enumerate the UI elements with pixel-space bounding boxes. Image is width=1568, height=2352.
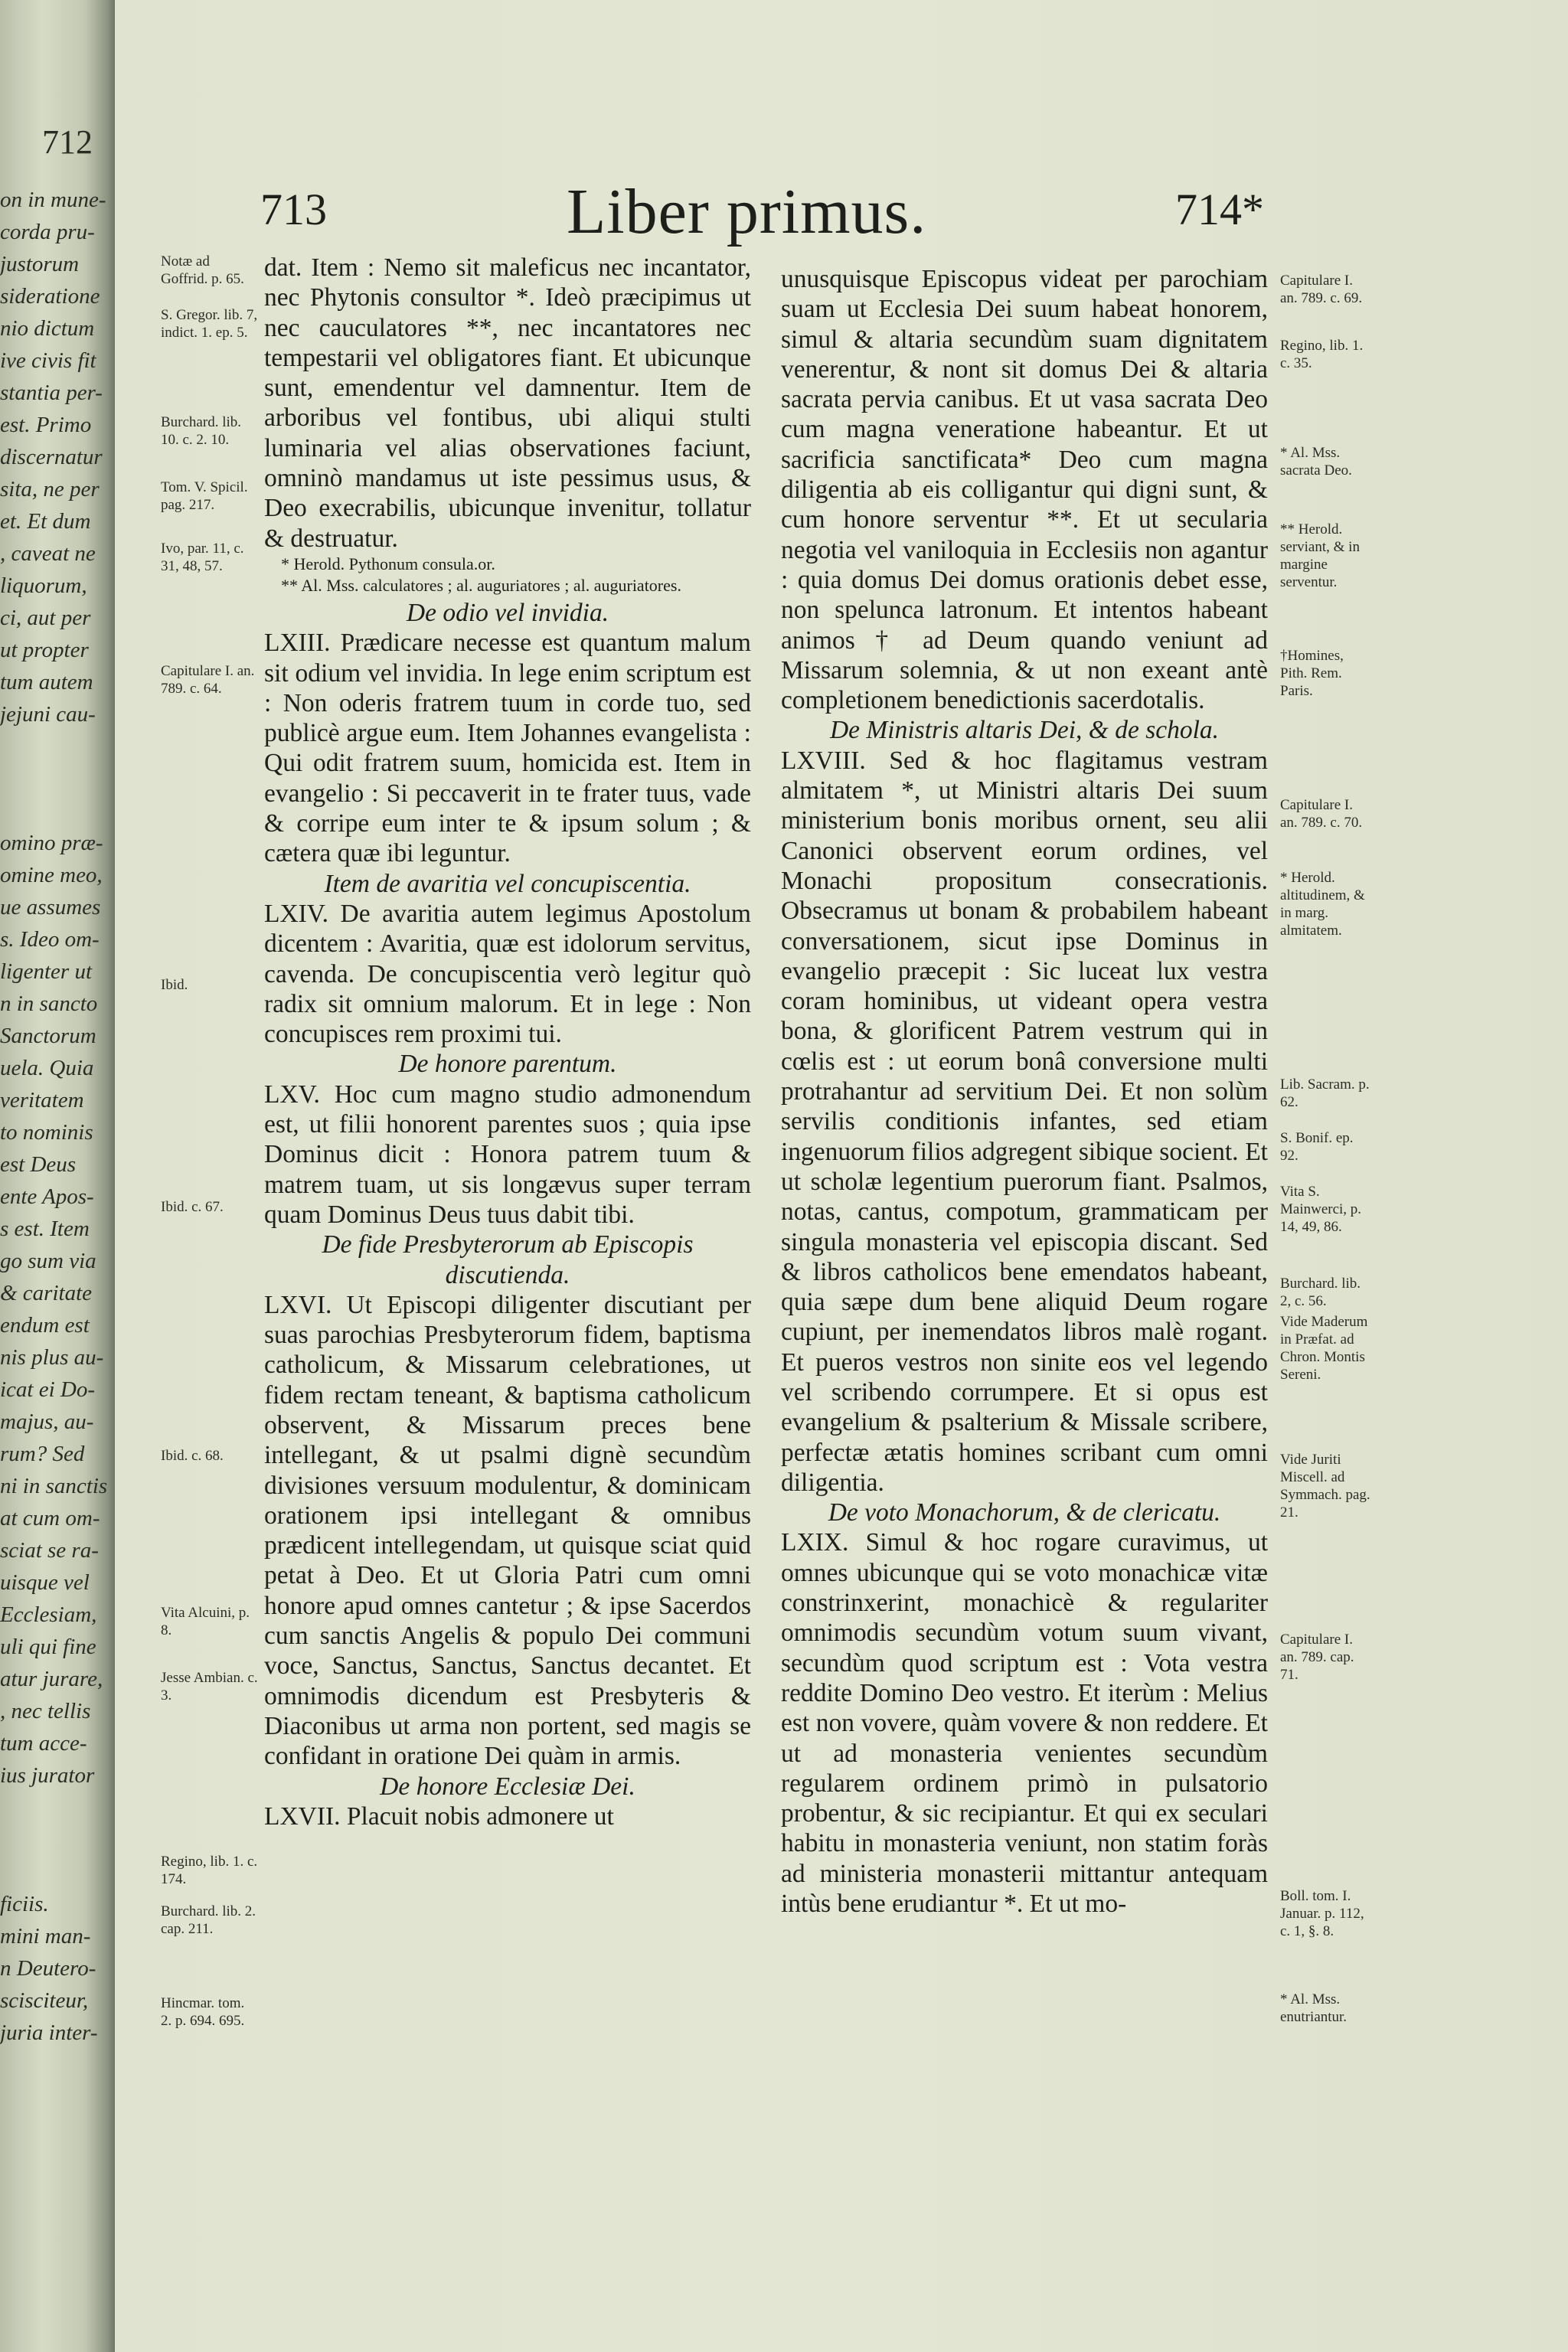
- section-heading: Item de avaritia vel concupiscentia.: [324, 869, 691, 898]
- left-page-fragment: omino præ-: [0, 831, 103, 855]
- left-page-fragment: discernatur: [0, 445, 103, 469]
- left-page-fragment: s. Ideo om-: [0, 927, 100, 952]
- left-page-fragment: est Deus: [0, 1152, 77, 1177]
- paragraph: LXVIII. Sed & hoc flagitamus vestram almitatem *, ut Ministri altaris Dei suum ministerium bonis moribus ornent, seu alii Canonici observent eorum ordines, vel Monachi propositum consecrationis. Obsecramus ut bonam & probabilem habeant conversationem, sicut ipse Dominus in evangelio præcepit : Sic luceat lux vestra coram hominibus, ut videant opera vestra bona, & glorificent Patrem vestrum qui in cœlis est : ut eorum bonâ conversione multi protrahantur ad servitium Dei. Et non solùm servilis conditionis infantes, sed etiam ingenuorum filios adgregent sibique socient. Et ut scholæ legentium puerorum fiant. Psalmos, notas, cantus, compotum, grammaticam per singula monasteria vel episcopia discant. Sed & libros catholicos bene emendatos habeant, quia sæpe dum bene aliquid Deum rogare cupiunt, per inemendatos libros malè rogant. Et pueros vestros non sinite eos vel legendo vel scribendo corrumpere. Et si opus est evangelium & psalterium & Missale scribere, perfectæ ætatis homines scribant cum omni diligentia.: [781, 746, 1268, 1497]
- margin-note: Tom. V. Spicil. pag. 217.: [161, 479, 248, 513]
- right-text-column: [781, 264, 1268, 1919]
- page-number-left: 713: [260, 185, 327, 234]
- left-page-fragment: rum? Sed: [0, 1442, 85, 1466]
- section-heading: De Ministris altaris Dei, & de schola.: [829, 716, 1220, 745]
- left-page-fragment: jejuni cau-: [0, 702, 96, 727]
- left-page-fragment: , nec tellis: [0, 1699, 91, 1723]
- margin-note: * Herold. altitudinem, & in marg. almitatem.: [1280, 870, 1365, 939]
- section-heading: De fide Presbyterorum ab Episcopis: [322, 1230, 694, 1259]
- left-page-fragment: juria inter-: [0, 2020, 98, 2045]
- section-heading: De voto Monachorum, & de clericatu.: [828, 1498, 1221, 1527]
- margin-note: Vita Alcuini, p. 8.: [161, 1605, 250, 1638]
- footnote: ** Al. Mss. calculatores ; al. auguriatores ; al. auguriatores.: [281, 575, 681, 595]
- left-page-fragment: ci, aut per: [0, 606, 91, 630]
- left-page-fragment: ut propter: [0, 638, 89, 662]
- margin-note: Capitulare I. an. 789. c. 64.: [161, 663, 255, 697]
- paragraph: LXVI. Ut Episcopi diligenter discutiant per suas parochias Presbyterorum fidem, baptisma catholicum, & Missarum celebrationes, ut fidem rectam teneant, & baptisma catholicum observent, & Missarum preces bene intellegant, & ut psalmi dignè secundùm divisiones versuum modulentur, & dominicam orationem ipsi intellegant & omnibus prædicent intellegendam, ut quisque sciat quid petat à Deo. Et ut Gloria Patri cum omni honore apud omnes cantetur ; & ipse Sacerdos cum sanctis Angelis & populo Dei communi voce, Sanctus, Sanctus, Sanctus decantet. Et omnimodis dicendum est Presbyteris & Diaconibus ut arma non portent, sed magis se confidant in oratione Dei quàm in armis.: [264, 1290, 751, 1771]
- margin-note: Hincmar. tom. 2. p. 694. 695.: [161, 1995, 245, 2029]
- left-page-fragment: ni in sanctis: [0, 1474, 108, 1498]
- paragraph: LXVII. Placuit nobis admonere ut: [264, 1802, 614, 1831]
- left-page-fragment: et. Et dum: [0, 509, 91, 534]
- left-page-fragment: n in sancto: [0, 991, 98, 1016]
- margin-note: Vide Juriti Miscell. ad Symmach. pag. 21.: [1280, 1452, 1370, 1521]
- left-page-number: 712: [42, 123, 93, 161]
- paragraph-continuation: unusquisque Episcopus videat per parochiam suam ut Ecclesia Dei suum habeat honorem, simul & altaria secundùm suam dignitatem venerentur, & nont sit domus Dei & altaria sacrata pervia canibus. Et ut vasa sacrata Deo cum magna veneratione habeantur. Et ut sacrificia sanctificata* Deo cum magna diligentia ab eis colligantur qui digni sunt, & cum honore serventur **. Et ut secularia negotia vel vaniloquia in Ecclesiis non agantur : quia domus Dei domus orationis debet esse, non spelunca latronum. Et intentos habeant animos † ad Deum quando veniunt ad Missarum solemnia, & ut non exeant antè completionem benedictionis sacerdotalis.: [781, 265, 1268, 715]
- left-page-fragment: tum autem: [0, 670, 93, 694]
- left-page-fragment: sideratione: [0, 284, 100, 309]
- section-heading-cont: discutienda.: [445, 1260, 570, 1289]
- left-page-fragment: & caritate: [0, 1281, 93, 1305]
- margin-note: Notæ ad Goffrid. p. 65.: [161, 253, 244, 287]
- left-page-fragment: uela. Quia: [0, 1056, 94, 1080]
- section-heading: De honore parentum.: [398, 1050, 617, 1079]
- margin-note: Ibid.: [161, 977, 188, 993]
- left-page-fragment: go sum via: [0, 1249, 96, 1273]
- page-number-right: 714*: [1175, 185, 1264, 234]
- margin-note: Burchard. lib. 2. cap. 211.: [161, 1903, 256, 1937]
- left-page-fragment: ue assumes: [0, 895, 101, 920]
- margin-note: Ivo, par. 11, c. 31, 48, 57.: [161, 541, 244, 574]
- left-page-fragment: justorum: [0, 252, 80, 276]
- margin-note: Capitulare I. an. 789. c. 70.: [1280, 797, 1363, 831]
- left-page-fragment: est. Primo: [0, 413, 92, 437]
- margin-note: †Homines, Pith. Rem. Paris.: [1280, 648, 1344, 699]
- margin-note: Ibid. c. 68.: [161, 1448, 224, 1464]
- paragraph: LXIV. De avaritia autem legimus Apostolum dicentem : Avaritia, quæ est idolorum servitus, cavenda. De concupiscentia verò legitur quò radix sit omnium malorum. Et in lege : Non concupisces rem proximi tui.: [264, 899, 751, 1049]
- paragraph: LXV. Hoc cum magno studio admonendum est, ut filii honorent parentes suos ; quia ipse Dominus dicit : Honora patrem tuum & matrem tuam, ut sis longævus super terram quam Dominus Deus tuus dabit tibi.: [264, 1080, 751, 1229]
- left-page-fragment: sita, ne per: [0, 477, 100, 501]
- left-page-fragment: corda pru-: [0, 220, 95, 244]
- left-page-fragments: [0, 184, 115, 2049]
- paragraph: LXIII. Prædicare necesse est quantum malum sit odium vel invidia. In lege enim scriptum est : Non oderis fratrem tuum in corde tuo, sed publicè argue eum. Item Johannes evangelista : Qui odit fratrem suum, homicida est. Item in evangelio : Si peccaverit in te frater tuus, vade & corripe eum inter te & ipsum solum ; & cætera quæ ibi leguntur.: [264, 629, 751, 868]
- left-page-fragment: nio dictum: [0, 316, 95, 341]
- margin-note: S. Gregor. lib. 7, indict. 1. ep. 5.: [161, 307, 258, 341]
- left-page-fragment: ligenter ut: [0, 959, 93, 984]
- margin-note: Burchard. lib. 2, c. 56.: [1280, 1276, 1361, 1309]
- footnote: * Herold. Pythonum consula.or.: [281, 554, 495, 573]
- left-page-fragment: at cum om-: [0, 1506, 100, 1530]
- margin-note: * Al. Mss. sacrata Deo.: [1280, 445, 1352, 479]
- margin-note: Capitulare I. an. 789. c. 69.: [1280, 273, 1363, 306]
- left-page-fragment: [0, 795, 115, 827]
- margin-note: * Al. Mss. enutriantur.: [1280, 1991, 1348, 2025]
- left-page-fragment: endum est: [0, 1313, 90, 1338]
- margin-note: Regino, lib. 1. c. 174.: [161, 1854, 258, 1887]
- margin-note: ** Herold. serviant, & in margine serventur.: [1280, 521, 1360, 590]
- left-page-fragment: veritatem: [0, 1088, 84, 1112]
- margin-note: S. Bonif. ep. 92.: [1280, 1130, 1354, 1164]
- margin-note: Burchard. lib. 10. c. 2. 10.: [161, 414, 242, 448]
- margin-note: Capitulare I. an. 789. cap. 71.: [1280, 1632, 1354, 1683]
- left-margin-notes: [161, 0, 259, 2297]
- right-margin-notes: [1280, 0, 1372, 2297]
- left-page-fragment: uli qui fine: [0, 1635, 96, 1659]
- left-page-fragment: [0, 1856, 115, 1888]
- left-page-fragment: Ecclesiam,: [0, 1602, 97, 1627]
- left-page-fragment: icat ei Do-: [0, 1377, 96, 1402]
- left-page-fragment: liquorum,: [0, 573, 87, 598]
- left-page-fragment: , caveat ne: [0, 541, 96, 566]
- left-page-fragment: uisque vel: [0, 1570, 90, 1595]
- left-page-fragment: [0, 1792, 115, 1824]
- left-page-edge: [0, 0, 115, 2352]
- margin-note: Ibid. c. 67.: [161, 1199, 224, 1215]
- left-page-fragment: to nominis: [0, 1120, 93, 1145]
- margin-note: Boll. tom. I. Januar. p. 112, c. 1, §. 8.: [1280, 1888, 1364, 1939]
- left-page-fragment: [0, 1824, 115, 1856]
- margin-note: Lib. Sacram. p. 62.: [1280, 1076, 1370, 1110]
- left-page-fragment: [0, 730, 115, 763]
- margin-note: Regino, lib. 1. c. 35.: [1280, 338, 1364, 371]
- left-page-fragment: omine meo,: [0, 863, 103, 887]
- paragraph-continuation: dat. Item : Nemo sit maleficus nec incantator, nec Phytonis consultor *. Ideò præcipimus ut nec cauculatores **, nec incantatores nec tempestarii vel obligatores fiant. Et ubicunque sunt, emendentur vel damnentur. Item de arboribus vel fontibus, ubi aliqui stulti luminaria vel alias observationes faciunt, omninò mandamus ut iste pessimus usus, & Deo execrabilis, ubicunque invenitur, tollatur & destruatur.: [264, 253, 751, 553]
- left-page-fragment: n Deutero-: [0, 1956, 96, 1981]
- left-page-fragment: ente Apos-: [0, 1184, 94, 1209]
- margin-note: Jesse Ambian. c. 3.: [161, 1670, 258, 1704]
- left-page-fragment: [0, 763, 115, 795]
- left-page-fragment: tum acce-: [0, 1731, 87, 1756]
- left-text-column: [264, 253, 751, 1831]
- paragraph: LXIX. Simul & hoc rogare curavimus, ut omnes ubicunque qui se voto monachicæ vitæ constrinxerint, monachicè & regulariter omnimodis secundùm votum suum vivant, secundùm quod scriptum est : Vota vestra reddite Domino Deo vestro. Et iterùm : Melius est non vovere, quàm vovere & non reddere. Et ut ad monasteria venientes secundùm regularem ordinem primò in pulsatorio probentur, & sic recipiantur. Et qui ex seculari habitu in monasteria veniunt, non statim foràs ad ministeria monasterii mittantur antequam intùs bene erudiantur *. Et ut mo-: [781, 1528, 1268, 1919]
- left-page-fragment: nis plus au-: [0, 1345, 104, 1370]
- left-page-fragment: Sanctorum: [0, 1024, 96, 1048]
- left-page-fragment: sciat se ra-: [0, 1538, 99, 1563]
- left-page-fragment: ius jurator: [0, 1763, 95, 1788]
- left-page-fragment: on in mune-: [0, 188, 106, 212]
- left-page-fragment: mini man-: [0, 1924, 91, 1949]
- left-page-fragment: stantia per-: [0, 381, 103, 405]
- left-page-fragment: ficiis.: [0, 1892, 49, 1916]
- left-page-fragment: s est. Item: [0, 1217, 90, 1241]
- section-heading: De odio vel invidia.: [406, 598, 609, 627]
- section-heading: De honore Ecclesiæ Dei.: [380, 1772, 635, 1801]
- margin-note: Vita S. Mainwerci, p. 14, 49, 86.: [1280, 1184, 1362, 1235]
- left-page-fragment: majus, au-: [0, 1410, 94, 1434]
- left-page-fragment: scisciteur,: [0, 1988, 89, 2013]
- margin-note: Vide Maderum in Præfat. ad Chron. Montis Sereni.: [1280, 1314, 1368, 1383]
- left-page-fragment: ive civis fit: [0, 348, 96, 373]
- page-title: Liber primus.: [567, 176, 927, 247]
- left-page-fragment: atur jurare,: [0, 1667, 103, 1691]
